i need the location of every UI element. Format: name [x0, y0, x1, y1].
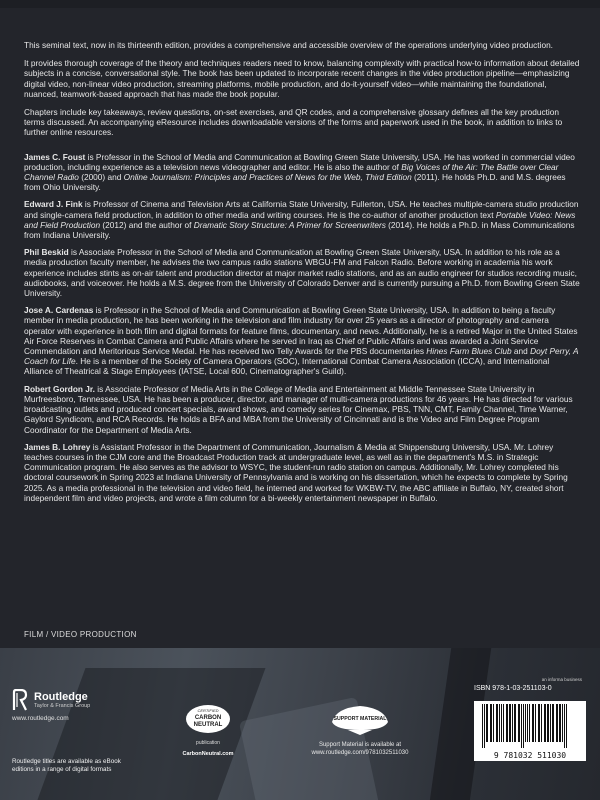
barcode-bar [493, 704, 494, 742]
barcode-bar [556, 704, 558, 742]
barcode-bar [496, 704, 498, 742]
routledge-r-icon [12, 689, 28, 711]
author-name: Jose A. Cardenas [24, 305, 94, 316]
bottom-band [0, 648, 600, 800]
barcode-bar [501, 704, 502, 742]
top-strip [0, 0, 600, 8]
publisher-block [12, 689, 162, 722]
support-material-block [300, 700, 420, 757]
author-name: Robert Gordon Jr. [24, 383, 95, 394]
barcode-bar [527, 704, 528, 742]
author-bio-lohrey: James B. Lohrey is Assistant Professor in the Department of Communication, Journalism & Media at Shippensburg University, USA. Mr. Lohrey teaches courses in the CJM core and the Broadcast Production track at undergraduate level, as well as in the department's M.S. in Strategic Communication program. He also serves as the advisor to WSYC, the student-run radio station on campus. Additionally, Mr. Lohrey completed his doctoral coursework in Spring 2023 at Indiana University of Pennsylvania and is working on his dissertation, which he expects to complete by Spring 2025. As a media professional in the television and video field, he interned and worked for WKBW-TV, the ABC affiliate in Buffalo, NY, created short independent film and video projects, and wrote a film column for a bi-weekly entertainment newspaper in Buffalo. [24, 441, 568, 503]
barcode-bar [514, 704, 516, 742]
barcode-bar [538, 704, 540, 742]
support-line-1: Support Material is available at [318, 742, 402, 748]
barcode-bar [547, 704, 549, 742]
barcode-bar [532, 704, 534, 742]
publisher-url[interactable]: www.routledge.com [12, 715, 69, 722]
barcode-bar [544, 704, 546, 742]
barcode-bar [499, 704, 500, 742]
author-bio-cardenas: Jose A. Cardenas is Professor in the School of Media and Communication at Bowling Green State University, USA. In addition to being a faculty member in media production, he has been working in the television and film industry for over 25 years as a director of photography and camera operator with experience in both film and digital formats for feature films, documentary, and news. Additionally, he is a retired Major in the United States Air Force Reserves in Combat Camera and Public Affairs where he served in Iraq as Chief of Public Affairs and was awarded a Joint Service Commendation and Meritorious Service Medal. He has received two Telly Awards for the PBS documentaries Hines Farm Blues Club and Doyt Perry, A Coach for Life. He is a member of the Society of Camera Operators (SOC), International Combat Camera Association (ICCA), and International Alliance of Theatrical & Stage Employees (IATSE, Local 600, Cinematographer's Guild). [24, 305, 579, 377]
author-name: James B. Lohrey [24, 441, 91, 452]
description-paragraph-1: This seminal text, now in its thirteenth edition, provides a comprehensive and accessible overview of the operations underlying video production. [24, 40, 553, 50]
barcode-bar [512, 704, 513, 742]
barcode-bar [509, 704, 511, 742]
barcode-bar [486, 704, 488, 742]
barcode-bar [506, 704, 508, 742]
barcode-bar [482, 704, 483, 748]
barcode [474, 701, 586, 761]
barcode-bar [541, 704, 542, 742]
routledge-logo [12, 689, 162, 711]
carbon-publication-label: publication [196, 740, 220, 746]
description-paragraph-3: Chapters include key takeaways, review questions, on-set exercises, and QR codes, and a comprehensive glossary defines all the key production terms discussed. An accompanying eResource includes downloadable versions of the forms and paperwork used in the book, in addition to links to further online resources. [24, 107, 563, 138]
barcode-bar [521, 704, 522, 748]
author-name: James C. Foust [24, 151, 86, 162]
barcode-bar [559, 704, 561, 742]
barcode-bar [552, 704, 554, 742]
author-name: Edward J. Fink [24, 199, 83, 210]
barcode-bar [564, 704, 565, 748]
author-bio-foust: James C. Foust is Professor in the School of Media and Communication at Bowling Green State University, USA. He has worked in commercial video production, including experience as a television news videographer and editor. He is also the author of Big Voices of the Air: The Battle over Clear Channel Radio (2000) and Online Journalism: Principles and Practices of News for the Web, Third Edition (2011). He holds Ph.D. and M.S. degrees from Ohio University. [24, 151, 575, 193]
author-bio-gordon: Robert Gordon Jr. is Associate Professor of Media Arts in the College of Media and Entertainment at Middle Tennessee State University in Murfreesboro, Tennessee, USA. He has been a producer, director, and manager of multi-camera productions for 46 years. He has directed for various broadcasting outlets and produced concert specials, award shows, and comedy series for Cinemax, PBS, TNN, CMT, Family Channel, Time Warner, Gaylord Syndicom, and RCA Records. He holds a BFA and MBA from the University of Cincinnati and is the Video and Film Degree Program Coordinator for the Department of Media Arts. [24, 383, 573, 435]
description-paragraph-2: It provides thorough coverage of the theory and techniques readers need to know, balancing complexity with practical how-to information about detailed subjects in a concise, conversational style. The book has been updated to incorporate recent changes in the video production pipeline—emphasizing digital video, non-linear video production, streaming platforms, mobile production, and do-it-yourself video—while maintaining the foundational, nuanced, teamwork-based approach that has made the book popular. [24, 58, 580, 99]
barcode-bar [518, 704, 520, 742]
ebook-note: Routledge titles are available as eBook editions in a range of digital formats [12, 758, 121, 773]
barcode-bar [550, 704, 551, 742]
back-cover-text [24, 40, 580, 510]
carbon-neutral-logo [185, 704, 231, 734]
support-url[interactable]: www.routledge.com/9781032511030 [311, 749, 409, 756]
barcode-bar [529, 704, 530, 742]
barcode-bar [490, 704, 492, 742]
publisher-group: Taylor & Francis Group [34, 702, 91, 709]
subject-category: FILM / VIDEO PRODUCTION [24, 630, 137, 639]
isbn-number: ISBN 978-1-03-251103-0 [474, 685, 552, 692]
carbon-line-2: CARBON [194, 715, 222, 721]
barcode-digits: 9 781032 511030 [493, 751, 567, 760]
barcode-bar [523, 704, 524, 748]
barcode-bar [503, 704, 504, 742]
carbon-line-3: NEUTRAL [193, 722, 223, 728]
carbon-neutral-block [178, 704, 238, 757]
barcode-bars [474, 701, 586, 749]
barcode-bar [525, 704, 526, 742]
author-bio-fink: Edward J. Fink is Professor of Cinema and Television Arts at California State University, Fullerton, USA. He teaches multiple-camera studio production and single-camera field production, in addition to other media and writing courses. He is the co-author of another production text Portable Video: News and Field Production (2012) and the author of Dramatic Story Structure: A Primer for Screenwriters (2014). He holds a Ph.D. in Mass Communications from Indiana University. [24, 199, 579, 241]
publisher-name: Routledge [34, 690, 88, 703]
barcode-bar [484, 704, 485, 748]
barcode-bar [535, 704, 536, 742]
support-material-icon [328, 700, 392, 736]
isbn-block [474, 677, 586, 761]
support-icon-label: SUPPORT MATERIAL [333, 716, 387, 722]
author-bio-beskid: Phil Beskid is Associate Professor in the School of Media and Communication at Bowling Green State University, USA. In addition to his role as a media production faculty member, he advises the two campus radio stations WBGU-FM and Falcon Radio. Before working in academia his work experience includes stints as on-air talent and production director at major market radio stations, and as an audio engineer for studios recording music, audiobooks, and voiceover. He holds a M.S. degree from the University of Colorado Denver and is currently pursuing a Ph.D. from Bowling Green State University. [24, 247, 580, 299]
informa-tag: an informa business [541, 677, 582, 682]
barcode-bar [562, 704, 563, 742]
carbon-line-1: CERTIFIED [197, 708, 219, 713]
carbon-url[interactable]: CarbonNeutral.com [182, 751, 234, 757]
barcode-bar [566, 704, 567, 748]
author-name: Phil Beskid [24, 247, 69, 258]
